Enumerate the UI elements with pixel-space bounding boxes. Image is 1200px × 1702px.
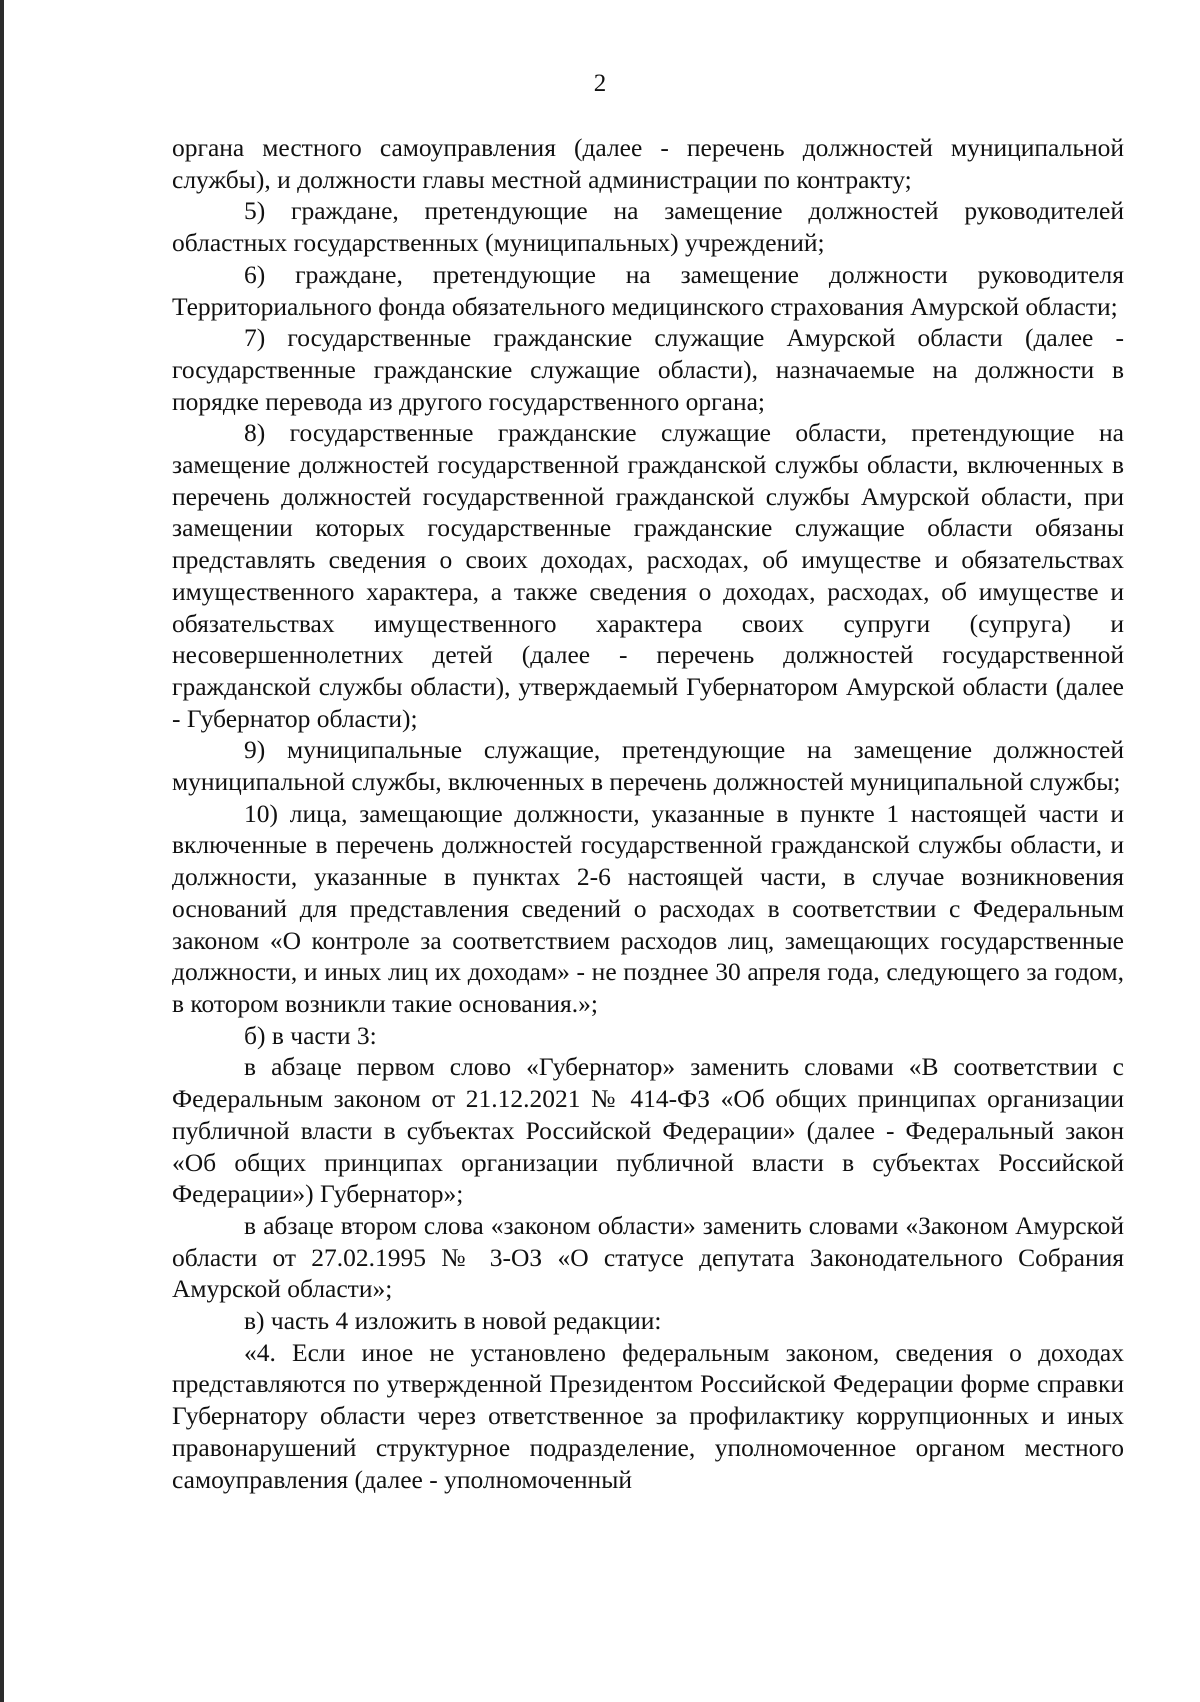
page-number: 2: [593, 70, 607, 97]
paragraph-continuation: органа местного самоуправления (далее - перечень должностей муниципальной службы), и должности главы местной администрации по контракту;: [172, 133, 1124, 194]
paragraph-item-9: 9) муниципальные служащие, претендующие на замещение должностей муниципальной службы, включенных в перечень должностей муниципальной службы;: [172, 735, 1124, 797]
paragraph-amendment-first: в абзаце первом слово «Губернатор» заменить словами «В соответствии с Федеральным законом от 21.12.2021 № 414-ФЗ «Об общих принципах организации публичной власти в субъектах Российской Федерации» (далее - Федеральный закон «Об общих принципах организации публичной власти в субъектах Российской Федерации») Губернатор»;: [172, 1052, 1124, 1209]
paragraph-item-8: 8) государственные гражданские служащие области, претендующие на замещение должностей государственной гражданской службы области, включенных в перечень должностей государственной гражданской службы Амурской области, при замещении которых государственные гражданские служащие области обязаны представлять сведения о своих доходах, расходах, об имуществе и обязательствах имущественного характера, а также сведения о доходах, расходах, об имуществе и обязательствах имущественного характера своих супруги (супруга) и несовершеннолетних детей (далее - перечень должностей государственной гражданской службы области), утверждаемый Губернатором Амурской области (далее - Губернатор области);: [172, 418, 1124, 733]
paragraph-item-5: 5) граждане, претендующие на замещение должностей руководителей областных государственных (муниципальных) учреждений;: [172, 196, 1124, 258]
scan-edge-shadow: [0, 0, 4, 1702]
paragraph-part-4: «4. Если иное не установлено федеральным законом, сведения о доходах представляются по утвержденной Президентом Российской Федерации форме справки Губернатору области через ответственное за профилактику коррупционных и иных правонарушений структурное подразделение, уполномоченное органом местного самоуправления (далее - уполномоченный: [172, 1337, 1124, 1494]
document-body: [172, 132, 1124, 1495]
paragraph-item-6: 6) граждане, претендующие на замещение должности руководителя Территориального фонда обязательного медицинского страхования Амурской области;: [172, 259, 1124, 321]
paragraph-amendment-second: в абзаце втором слова «законом области» заменить словами «Законом Амурской области от 27.02.1995 № 3-ОЗ «О статусе депутата Законодательного Собрания Амурской области»;: [172, 1210, 1124, 1304]
paragraph-subitem-b: б) в части 3:: [244, 1020, 377, 1050]
paragraph-subitem-v: в) часть 4 изложить в новой редакции:: [244, 1306, 662, 1336]
paragraph-item-10: 10) лица, замещающие должности, указанные в пункте 1 настоящей части и включенные в перечень должностей государственной гражданской службы области, и должности, указанные в пунктах 2-6 настоящей части, в случае возникновения оснований для представления сведений о расходах в соответствии с Федеральным законом «О контроле за соответствием расходов лиц, замещающих государственные должности, и иных лиц их доходам» - не позднее 30 апреля года, следующего за годом, в котором возникли такие основания.»;: [172, 798, 1124, 1018]
paragraph-item-7: 7) государственные гражданские служащие Амурской области (далее - государственные гражданские служащие области), назначаемые на должности в порядке перевода из другого государственного органа;: [172, 323, 1124, 416]
